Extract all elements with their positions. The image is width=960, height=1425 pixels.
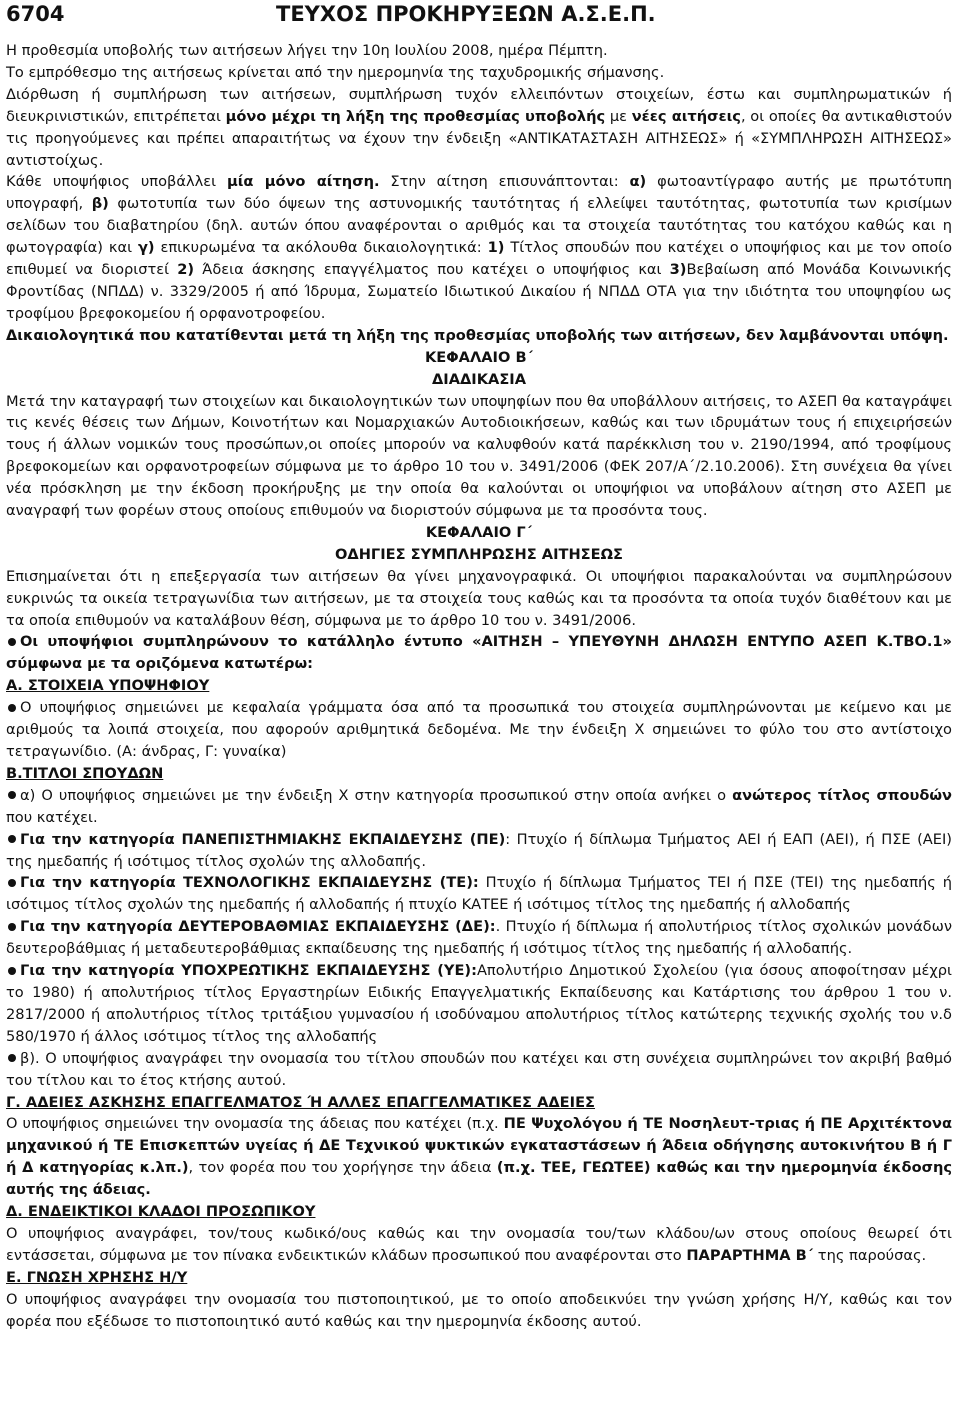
section-e-text: Ο υποψήφιος αναγράφει την ονομασία του πιστοποιητικού, με το οποίο αποδεικνύει την γνώση χρήσης Η/Υ, καθώς και τον φορέα που εξέδωσε το πιστοποιητικό αυτό καθώς και την ημερομηνία έκδοσης αυτού. [6, 1290, 952, 1330]
section-b-item-a: α) Ο υποψήφιος σημειώνει με την ένδειξη Χ στην κατηγορία προσωπικού στην οποία ανήκει ο ανώτερος τίτλος σπουδών που κατέχει. [6, 786, 952, 826]
timeliness-paragraph: Το εμπρόθεσμο της αιτήσεως κρίνεται από την ημερομηνία της ταχυδρομικής σήμανσης. [6, 63, 665, 81]
bullet-icon [8, 835, 16, 843]
issue-title: ΤΕΥΧΟΣ ΠΡΟΚΗΡΥΞΕΩΝ Α.Σ.Ε.Π. [276, 2, 656, 26]
chapter-c-note: Επισημαίνεται ότι η επεξεργασία των αιτήσεων θα γίνει μηχανογραφικά. Οι υποψήφιοι παρακαλούνται να συμπληρώσουν ευκρινώς τα οικεία τετραγωνίδια των αιτήσεων, με τα στοιχεία τους καθώς και τα προσόντα τα οποία τυχόν διαθέτουν και με τα οποία επιθυμούν να καταλάβουν θέση, σύμφωνα με το άρθρο 10 του ν. 3491/2006. [6, 567, 952, 629]
category-de: Για την κατηγορία ΔΕΥΤΕΡΟΒΑΘΜΙΑΣ ΕΚΠΑΙΔΕΥΣΗΣ (ΔΕ):. Πτυχίο ή δίπλωμα ή απολυτήριος τίτλος σχολικών μονάδων δευτεροβάθμιας ή μεταδευτεροβάθμιας εκπαίδευσης της ημεδαπής ή ισότιμος τίτλος της ημεδαπής ή αλλοδαπής. [6, 918, 952, 958]
bullet-icon [8, 923, 16, 931]
bullet-icon [8, 1054, 16, 1062]
bullet-icon [8, 638, 16, 646]
section-c-title: Γ. ΑΔΕΙΕΣ ΑΣΚΗΣΗΣ ΕΠΑΓΓΕΛΜΑΤΟΣ Ή ΑΛΛΕΣ ΕΠΑΓΓΕΛΜΑΤΙΚΕΣ ΑΔΕΙΕΣ [6, 1093, 596, 1111]
category-ye: Για την κατηγορία ΥΠΟΧΡΕΩΤΙΚΗΣ ΕΚΠΑΙΔΕΥΣΗΣ (ΥΕ):Απολυτήριο Δημοτικού Σχολείου (για όσους αποφοίτησαν μέχρι το 1980) ή απολυτήριος τίτλος Εργαστηρίων Ειδικής Επαγγελματικής Εκπαίδευσης και Κατάρτισης του άρθρου 1 του ν. 2817/2000 ή απολυτήριος τίτλος τριτάξιου γυμνασίου ή ισοδύναμου απολυτήριος τίτλος κατώτερης τεχνικής σχολής του ν.δ 580/1970 ή άλλος ισότιμος τίτλος της αλλοδαπής [6, 962, 952, 1045]
section-e-title: Ε. ΓΝΩΣΗ ΧΡΗΣΗΣ Η/Υ [6, 1268, 188, 1286]
section-a-title: Α. ΣΤΟΙΧΕΙΑ ΥΠΟΨΗΦΙΟΥ [6, 677, 210, 695]
page-header [6, 0, 952, 40]
chapter-b-heading: ΚΕΦΑΛΑΙΟ Β΄ [424, 348, 534, 366]
section-c-text: Ο υποψήφιος σημειώνει την ονομασία της άδειας που κατέχει (π.χ. ΠΕ Ψυχολόγου ή ΤΕ Νοσηλευτ-τριας ή ΠΕ Αρχιτέκτονα μηχανικού ή ΤΕ Επισκεπτών υγείας ή ΔΕ Τεχνικού ψυκτικών εγκαταστάσεων ή Άδεια οδήγησης αυτοκινήτου Β ή Γ ή Δ κατηγορίας κ.λπ.), τον φορέα που του χορήγησε την άδεια (π.χ. ΤΕΕ, ΓΕΩΤΕΕ) καθώς και την ημερομηνία έκδοσης αυτής της άδειας. [6, 1115, 952, 1199]
single-application-paragraph: Κάθε υποψήφιος υποβάλλει μία μόνο αίτηση. Στην αίτηση επισυνάπτονται: α) φωτοαντίγραφο αυτής με πρωτότυπη υπογραφή, β) φωτοτυπία των δύο όψεων της αστυνομικής ταυτότητας ή ελλείψει ταυτότητας, φωτοτυπία των κρισίμων σελίδων του διαβατηρίου (δηλ. αυτών όπου αναφέρονται ο αριθμός και τα στοιχεία ταυτότητας του κατόχου καθώς και η φωτογραφία) και γ) επικυρωμένα τα ακόλουθα δικαιολογητικά: 1) Τίτλος σπουδών που κατέχει ο υποψήφιος και με τον οποίο επιθυμεί να διοριστεί 2) Άδεια άσκησης επαγγέλματος που κατέχει ο υποψήφιος και 3)Βεβαίωση από Μονάδα Κοινωνικής Φροντίδας (ΝΠΔΔ) ν. 3329/2005 ή από Ίδρυμα, Σωματείο Ιδιωτικού Δικαίου ή ΝΠΔΔ ΟΤΑ για την ιδιότητα του υποψηφίου ως τροφίμου βρεφοκομείου ή ορφανοτροφείου. [6, 173, 952, 322]
chapter-b-text: Μετά την καταγραφή των στοιχείων και δικαιολογητικών των υποψηφίων που θα υποβάλλουν αιτήσεις, το ΑΣΕΠ θα καταγράψει τις κενές θέσεις των Δήμων, Κοινοτήτων και Νομαρχιακών Αυτοδιοικήσεων, καθώς και των ιδρυμάτων τους ή επιχειρήσεών τους ή άλλων νομικών τους προσώπων,οι οποίες μπορούν να καλυφθούν κατά παρέκκλιση του ν. 2190/1994, από τροφίμους βρεφοκομείων και ορφανοτροφείων σύμφωνα με το άρθρο 10 του ν. 3491/2006 (ΦΕΚ 207/Α΄/2.10.2006). Στη συνέχεια θα γίνει νέα πρόσκληση με την έκδοση προκήρυξης με την οποία θα καλούνται οι υποψήφιοι να υποβάλουν αίτηση στο ΑΣΕΠ με αναγραφή των φορέων στους οποίους επιθυμούν να διοριστούν σύμφωνα με τα προσόντα τους. [6, 392, 952, 520]
deadline-paragraph: Η προθεσμία υποβολής των αιτήσεων λήγει την 10η Ιουλίου 2008, ημέρα Πέμπτη. [6, 42, 608, 59]
section-a-text: Ο υποψήφιος σημειώνει με κεφαλαία γράμματα όσα από τα προσωπικά του στοιχεία συμπληρώνονται με κείμενο και με αριθμούς τα λοιπά στοιχεία, που αφορούν αριθμητικά δεδομένα. Με την ένδειξη Χ σημειώνει το φύλο του στο αντίστοιχο τετραγωνίδιο. (Α: άνδρας, Γ: γυναίκα) [6, 699, 952, 760]
chapter-c-heading: ΚΕΦΑΛΑΙΟ Γ΄ [425, 523, 533, 541]
bullet-icon [8, 967, 16, 975]
chapter-b-subheading: ΔΙΑΔΙΚΑΣΙΑ [431, 370, 527, 388]
page-number: 6704 [6, 2, 65, 26]
bullet-icon [8, 791, 16, 799]
section-b-title: Β.ΤΙΤΛΟΙ ΣΠΟΥΔΩΝ [6, 764, 164, 782]
chapter-c-subheading: ΟΔΗΓΙΕΣ ΣΥΜΠΛΗΡΩΣΗΣ ΑΙΤΗΣΕΩΣ [335, 545, 623, 563]
section-b-item-b: β). Ο υποψήφιος αναγράφει την ονομασία του τίτλου σπουδών που κατέχει και στη συνέχεια συμπληρώνει τον ακριβή βαθμό του τίτλου και το έτος κτήσης αυτού. [6, 1049, 952, 1089]
document-body [6, 40, 952, 1332]
section-d-title: Δ. ΕΝΔΕΙΚΤΙΚΟΙ ΚΛΑΔΟΙ ΠΡΟΣΩΠΙΚΟΥ [6, 1203, 316, 1221]
bullet-icon [8, 879, 16, 887]
late-documents-paragraph: Δικαιολογητικά που κατατίθενται μετά τη λήξη της προθεσμίας υποβολής των αιτήσεων, δεν λαμβάνονται υπόψη. [6, 326, 949, 344]
category-pe: Για την κατηγορία ΠΑΝΕΠΙΣΤΗΜΙΑΚΗΣ ΕΚΠΑΙΔΕΥΣΗΣ (ΠΕ): Πτυχίο ή δίπλωμα Τμήματος ΑΕΙ ή ΕΑΠ (ΑΕΙ), ή ΠΣΕ (ΑΕΙ) της ημεδαπής ή ισότιμος τίτλος σχολών της αλλοδαπής. [6, 830, 952, 870]
category-te: Για την κατηγορία ΤΕΧΝΟΛΟΓΙΚΗΣ ΕΚΠΑΙΔΕΥΣΗΣ (ΤΕ): Πτυχίο ή δίπλωμα Τμήματος ΤΕΙ ή ΠΣΕ (ΤΕΙ) της ημεδαπής ή ισότιμος τίτλος σχολών της ημεδαπής ή αλλοδαπής ή πτυχίο ΚΑΤΕΕ ή ισότιμος τίτλος της ημεδαπής ή αλλοδαπής [6, 874, 952, 914]
bullet-icon [8, 704, 16, 712]
form-bullet: Οι υποψήφιοι συμπληρώνουν το κατάλληλο έντυπο «ΑΙΤΗΣΗ – ΥΠΕΥΘΥΝΗ ΔΗΛΩΣΗ ΕΝΤΥΠΟ ΑΣΕΠ Κ.ΤΒΟ.1» σύμφωνα με τα οριζόμενα κατωτέρω: [6, 633, 952, 673]
correction-paragraph: Διόρθωση ή συμπλήρωση των αιτήσεων, συμπλήρωση τυχόν ελλειπόντων στοιχείων, έστω και συμπληρωματικών ή διευκρινιστικών, επιτρέπεται μόνο μέχρι τη λήξη της προθεσμίας υποβολής με νέες αιτήσεις, οι οποίες θα αντικαθιστούν τις προηγούμενες και πρέπει απαραιτήτως να έχουν την ένδειξη «ΑΝΤΙΚΑΤΑΣΤΑΣΗ ΑΙΤΗΣΕΩΣ» ή «ΣΥΜΠΛΗΡΩΣΗ ΑΙΤΗΣΕΩΣ» αντιστοίχως. [6, 85, 953, 169]
section-d-text: Ο υποψήφιος αναγράφει, τον/τους κωδικό/ους καθώς και την ονομασία του/των κλάδου/ων στους οποίους θεωρεί ότι εντάσσεται, σύμφωνα με τον πίνακα ενδεικτικών κλάδων προσωπικού που αναφέρονται στο ΠΑΡΑΡΤΗΜΑ Β΄ της παρούσας. [6, 1224, 952, 1264]
